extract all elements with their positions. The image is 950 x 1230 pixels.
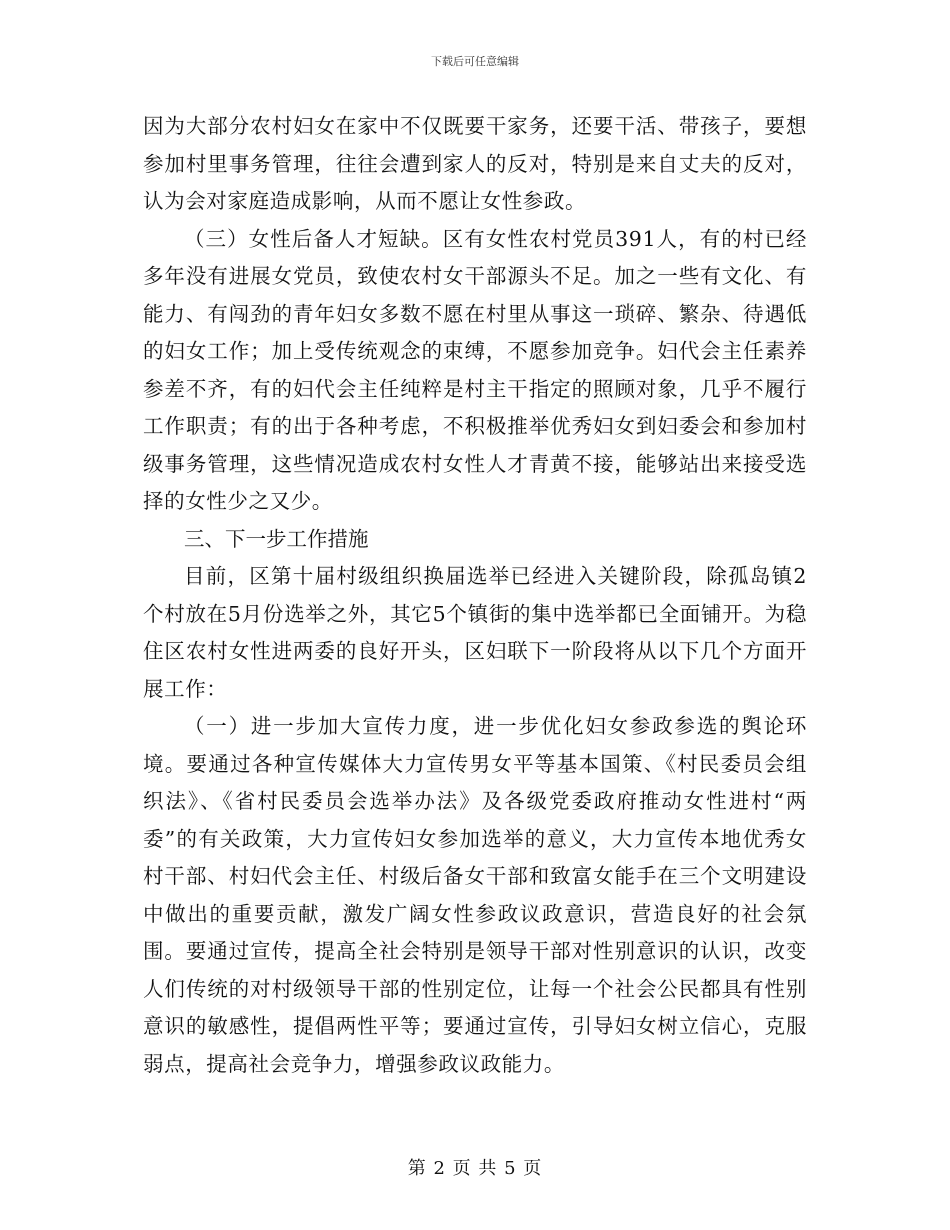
section-heading-next-steps: 三、下一步工作措施 <box>184 526 369 551</box>
page-header-note: 下载后可任意编辑 <box>431 55 519 68</box>
paragraph-continuation: 因为大部分农村妇女在家中不仅既要干家务，还要干活、带孩子，要想参加村里事务管理，往往会遭到家人的反对，特别是来自丈夫的反对，认为会对家庭造成影响，从而不愿让女性参政。 <box>143 114 807 213</box>
paragraph-current-status: 目前，区第十届村级组织换届选举已经进入关键阶段，除孤岛镇2个村放在5月份选举之外，其它5个镇街的集中选举都已全面铺开。为稳住区农村女性进两委的良好开头，区妇联下一阶段将从以下几个方面开展工作： <box>143 564 807 701</box>
paragraph-section-three: （三）女性后备人才短缺。区有女性农村党员391人，有的村已经多年没有进展女党员，致使农村女干部源头不足。加之一些有文化、有能力、有闯劲的青年妇女多数不愿在村里从事这一琐碎、繁杂、待遇低的妇女工作；加上受传统观念的束缚，不愿参加竞争。妇代会主任素养参差不齐，有的妇代会主任纯粹是村主干指定的照顾对象，几乎不履行工作职责；有的出于各种考虑，不积极推举优秀妇女到妇委会和参加村级事务管理，这些情况造成农村女性人才青黄不接，能够站出来接受选择的女性少之又少。 <box>143 226 807 513</box>
paragraph-measure-one: （一）进一步加大宣传力度，进一步优化妇女参政参选的舆论环境。要通过各种宣传媒体大力宣传男女平等基本国策、《村民委员会组织法》、《省村民委员会选举办法》及各级党委政府推动女性进村“两委”的有关政策，大力宣传妇女参加选举的意义，大力宣传本地优秀女村干部、村妇代会主任、村级后备女干部和致富女能手在三个文明建设中做出的重要贡献，激发广阔女性参政议政意识，营造良好的社会氛围。要通过宣传，提高全社会特别是领导干部对性别意识的认识，改变人们传统的对村级领导干部的性别定位，让每一个社会公民都具有性别意识的敏感性，提倡两性平等；要通过宣传，引导妇女树立信心，克服弱点，提高社会竞争力，增强参政议政能力。 <box>143 714 807 1076</box>
document-body <box>143 108 807 1083</box>
page-number-footer: 第 2 页 共 5 页 <box>407 1158 543 1179</box>
